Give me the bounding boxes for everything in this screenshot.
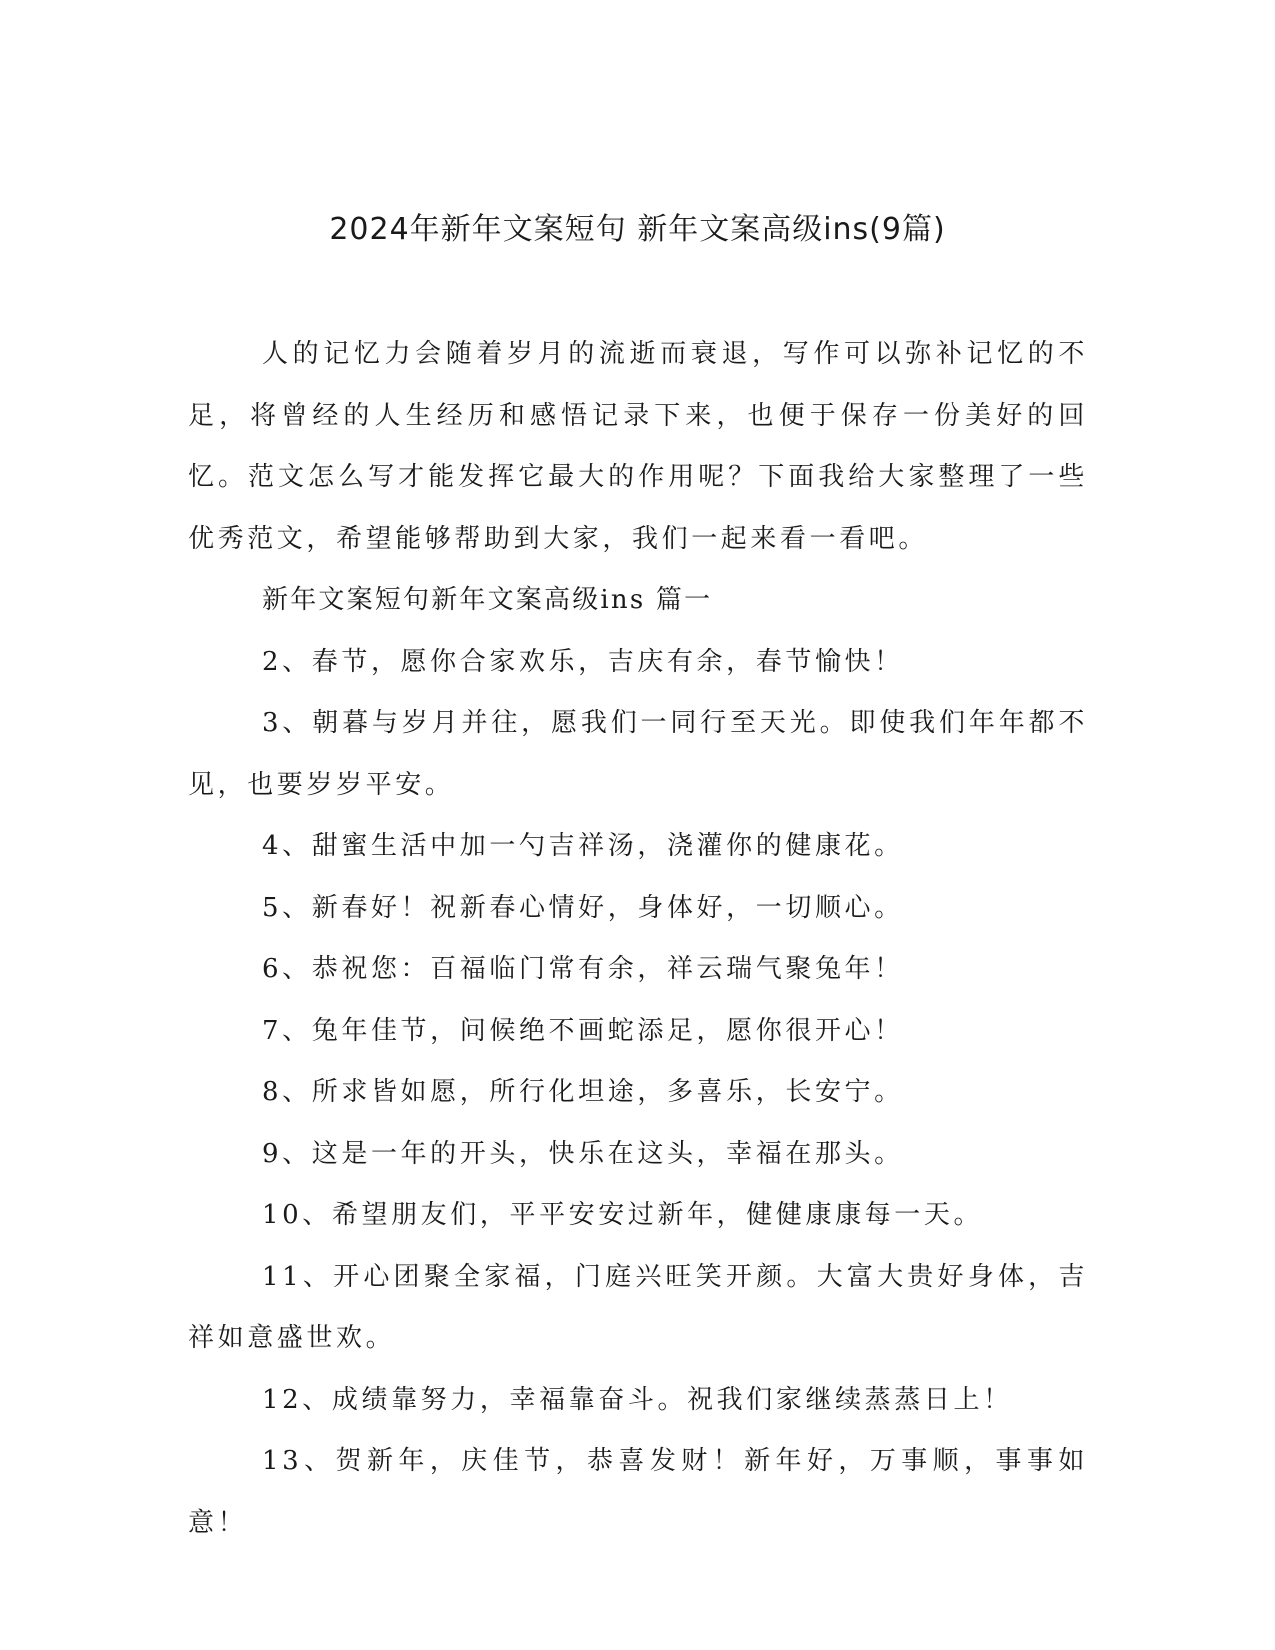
- list-item: 6、恭祝您：百福临门常有余，祥云瑞气聚兔年！: [262, 954, 904, 984]
- list-item: 2、春节，愿你合家欢乐，吉庆有余，春节愉快！: [262, 646, 904, 677]
- list-item: 9、这是一年的开头，快乐在这头，幸福在那头。: [262, 1138, 904, 1169]
- section-heading: 新年文案短句新年文案高级ins 篇一: [262, 585, 713, 615]
- list-item: 12、成绩靠努力，幸福靠奋斗。祝我们家继续蒸蒸日上！: [262, 1384, 1013, 1415]
- list-item: 10、希望朋友们，平平安安过新年，健健康康每一天。: [262, 1200, 984, 1230]
- list-item: 4、甜蜜生活中加一勺吉祥汤，浇灌你的健康花。: [262, 831, 904, 861]
- list-item: 3、朝暮与岁月并往，愿我们一同行至天光。即使我们年年都不见，也要岁岁平安。: [188, 708, 1088, 800]
- document-title: 2024年新年文案短句 新年文案高级ins(9篇): [329, 212, 946, 247]
- document-body: [188, 324, 1088, 1554]
- list-item: 8、所求皆如愿，所行化坦途，多喜乐，长安宁。: [262, 1077, 904, 1107]
- list-item: 11、开心团聚全家福，门庭兴旺笑开颜。大富大贵好身体，吉祥如意盛世欢。: [188, 1261, 1088, 1353]
- list-item: 5、新春好！祝新春心情好，身体好，一切顺心。: [262, 892, 904, 923]
- intro-paragraph: 人的记忆力会随着岁月的流逝而衰退，写作可以弥补记忆的不足，将曾经的人生经历和感悟记录下来，也便于保存一份美好的回忆。范文怎么写才能发挥它最大的作用呢？下面我给大家整理了一些优秀范文，希望能够帮助到大家，我们一起来看一看吧。: [188, 339, 1088, 554]
- list-item: 13、贺新年，庆佳节，恭喜发财！新年好，万事顺，事事如意！: [188, 1446, 1088, 1538]
- list-item: 7、兔年佳节，问候绝不画蛇添足，愿你很开心！: [262, 1015, 904, 1046]
